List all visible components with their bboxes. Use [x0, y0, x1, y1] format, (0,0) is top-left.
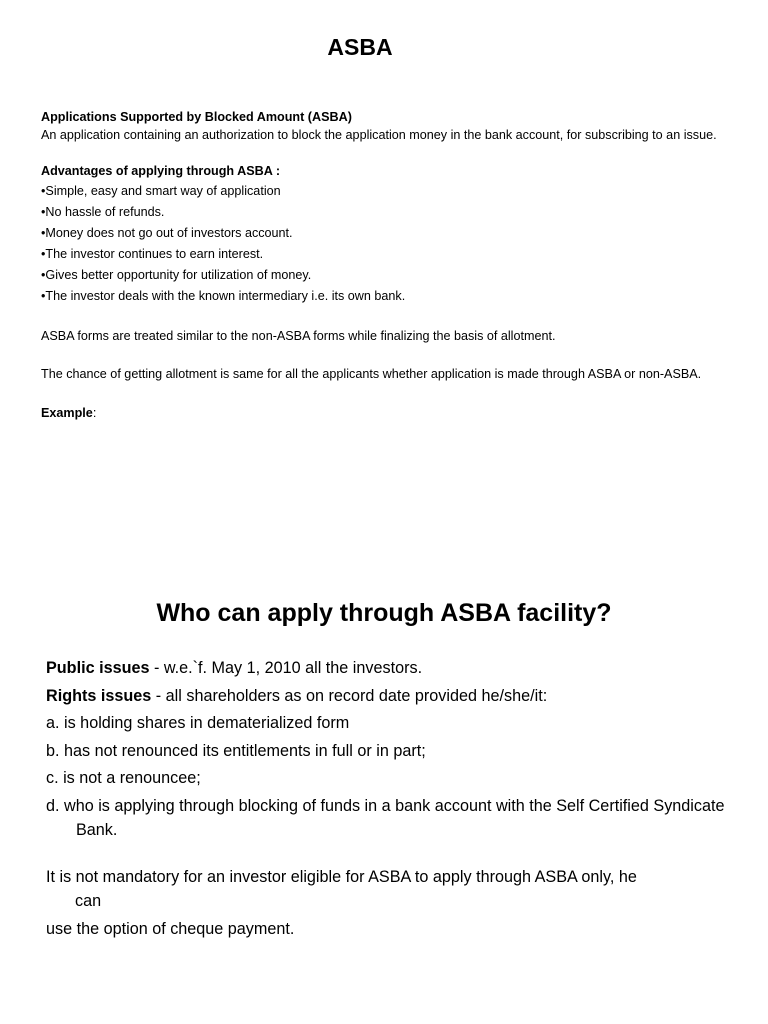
- condition-item: a. is holding shares in dematerialized form: [46, 714, 350, 732]
- slide-body: [41, 109, 731, 422]
- slide-asba-overview: [0, 0, 768, 510]
- public-issues-line: [46, 656, 736, 680]
- list-item: • Simple, easy and smart way of application: [41, 181, 731, 202]
- public-issues-text: - w.e.`f. May 1, 2010 all the investors.: [149, 659, 423, 677]
- list-item: • Money does not go out of investors account.: [41, 223, 731, 244]
- rights-issues-label: Rights issues: [46, 686, 152, 705]
- rights-issues-text: - all shareholders as on record date provided he/she/it:: [151, 686, 548, 705]
- allotment-chance-paragraph: The chance of getting allotment is same for all the applicants whether application is made through ASBA or non-ASBA.: [41, 367, 702, 381]
- public-issues-label: Public issues: [46, 659, 150, 677]
- allotment-basis-paragraph: ASBA forms are treated similar to the non-ASBA forms while finalizing the basis of allotment.: [41, 328, 556, 343]
- condition-item: b. has not renounced its entitlements in full or in part;: [46, 741, 426, 760]
- advantages-heading: Advantages of applying through ASBA :: [41, 164, 281, 178]
- example-label-line: [41, 405, 731, 423]
- note-line: It is not mandatory for an investor eligible for ASBA to apply through ASBA only, he: [46, 868, 637, 886]
- condition-item: d. who is applying through blocking of funds in a bank account with the Self Certified Syndicate Bank.: [46, 796, 725, 839]
- slide-eligibility: [0, 510, 768, 1024]
- definition-text: An application containing an authorization to block the application money in the bank account, for subscribing to an issue.: [41, 127, 717, 142]
- definition-heading: Applications Supported by Blocked Amount (ASBA): [41, 110, 352, 124]
- slide-title: Who can apply through ASBA facility?: [156, 599, 612, 627]
- slide-body: [46, 656, 736, 941]
- example-colon: :: [92, 405, 97, 420]
- list-item: • The investor deals with the known intermediary i.e. its own bank.: [41, 286, 731, 307]
- list-item: • No hassle of refunds.: [41, 202, 731, 223]
- example-label: Example: [41, 405, 93, 420]
- condition-item: c. is not a renouncee;: [46, 769, 201, 787]
- page-title: ASBA: [327, 34, 393, 60]
- list-item: • Gives better opportunity for utilization of money.: [41, 265, 731, 286]
- note-line: can: [75, 892, 102, 910]
- advantages-list: [41, 181, 731, 307]
- list-item: • The investor continues to earn interest.: [41, 244, 731, 265]
- rights-issues-line: [46, 684, 736, 708]
- note-line: use the option of cheque payment.: [46, 919, 295, 938]
